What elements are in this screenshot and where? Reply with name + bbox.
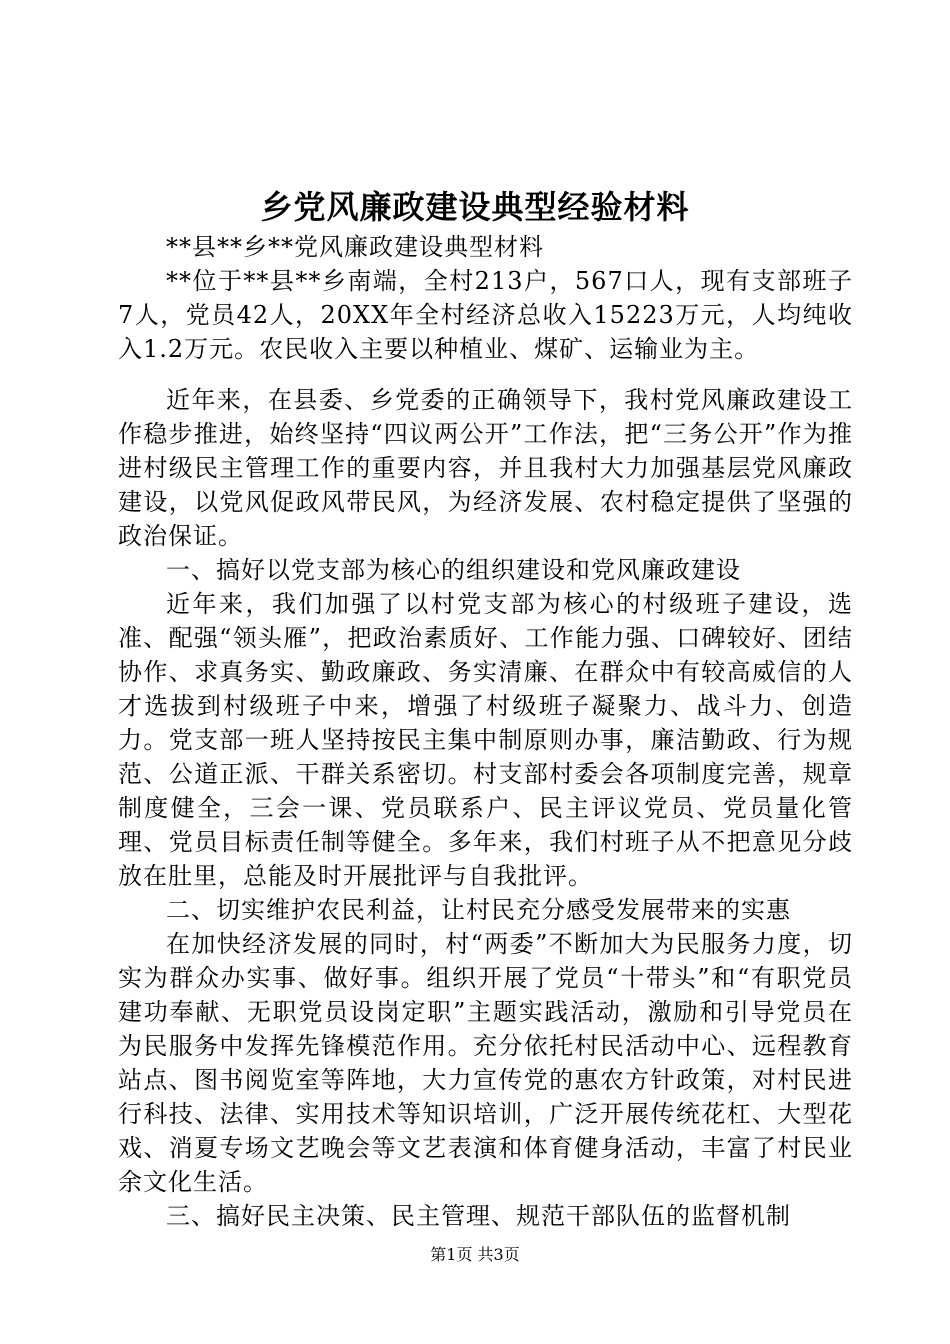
document-title: 乡党风廉政建设典型经验材料 bbox=[260, 188, 690, 226]
paragraph-subtitle: **县**乡**党风廉政建设典型材料 bbox=[166, 233, 544, 261]
section-heading-2: 二、切实维护农民利益，让村民充分感受发展带来的实惠 bbox=[166, 896, 791, 924]
paragraph-overview: 近年来，在县委、乡党委的正确领导下，我村党风廉政建设工作稳步推进，始终坚持“四议两公开”工作法，把“三务公开”作为推进村级民主管理工作的重要内容，并且我村大力加强基层党风廉政建设，以党风促政风带民风，为经济发展、农村稳定提供了坚强的政治保证。 bbox=[118, 386, 853, 550]
paragraph-section-2: 在加快经济发展的同时，村“两委”不断加大为民服务力度，切实为群众办实事、做好事。组织开展了党员“十带头”和“有职党员建功奉献、无职党员设岗定职”主题实践活动，激励和引导党员在为民服务中发挥先锋模范作用。充分依托村民活动中心、远程教育站点、图书阅览室等阵地，大力宣传党的惠农方针政策，对村民进行科技、法律、实用技术等知识培训，广泛开展传统花杠、大型花戏、消夏专场文艺晚会等文艺表演和体育健身活动，丰富了村民业余文化生活。 bbox=[118, 930, 853, 1196]
section-heading-1: 一、搞好以党支部为核心的组织建设和党风廉政建设 bbox=[166, 556, 741, 584]
page-number: 第1页 共3页 bbox=[430, 1245, 520, 1264]
document-body bbox=[118, 230, 853, 1233]
paragraph-section-1: 近年来，我们加强了以村党支部为核心的村级班子建设，选准、配强“领头雁”，把政治素质好、工作能力强、口碑较好、团结协作、求真务实、勤政廉政、务实清廉、在群众中有较高威信的人才选拔到村级班子中来，增强了村级班子凝聚力、战斗力、创造力。党支部一班人坚持按民主集中制原则办事，廉洁勤政、行为规范、公道正派、干群关系密切。村支部村委会各项制度完善，规章制度健全，三会一课、党员联系户、民主评议党员、党员量化管理、党员目标责任制等健全。多年来，我们村班子从不把意见分歧放在肚里，总能及时开展批评与自我批评。 bbox=[118, 590, 853, 890]
section-heading-3: 三、搞好民主决策、民主管理、规范干部队伍的监督机制 bbox=[166, 1202, 791, 1230]
paragraph-intro: **位于**县**乡南端，全村213户，567口人，现有支部班子7人，党员42人，20XX年全村经济总收入15223万元，人均纯收入1.2万元。农民收入主要以种植业、煤矿、运输业为主。 bbox=[118, 267, 853, 363]
